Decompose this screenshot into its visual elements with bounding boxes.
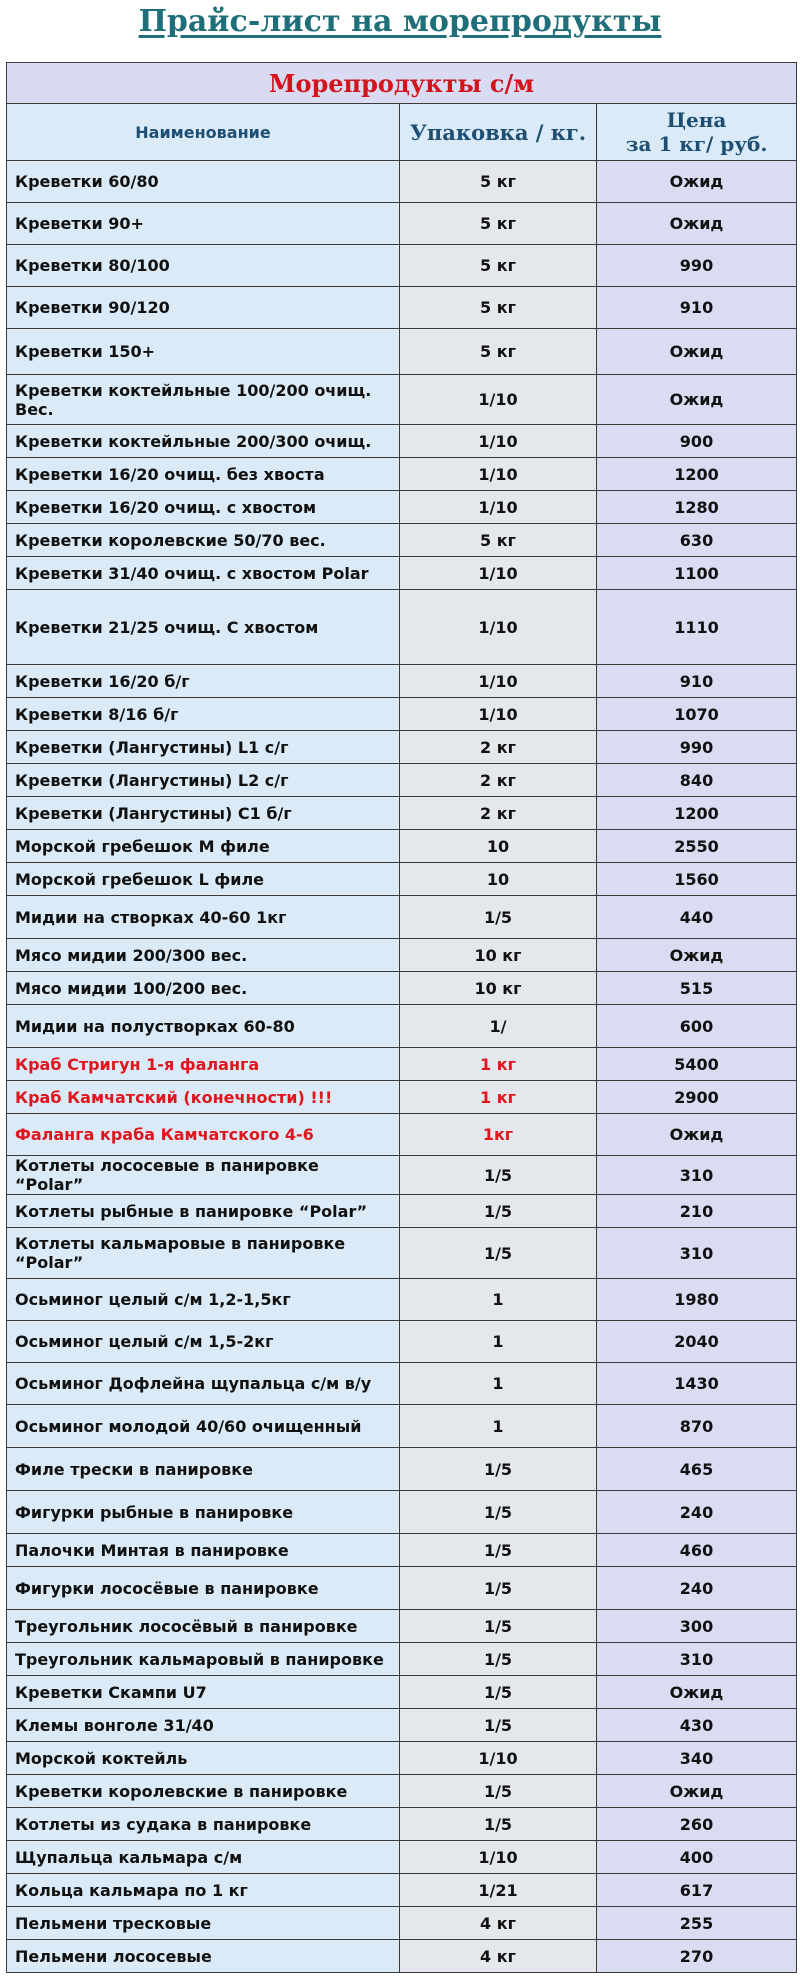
table-row bbox=[7, 764, 797, 797]
row-name: Креветки 16/20 очищ. без хвоста bbox=[7, 458, 400, 491]
table-row bbox=[7, 1534, 797, 1567]
row-name: Котлеты кальмаровые в панировке “Polar” bbox=[7, 1228, 400, 1279]
row-price: 1110 bbox=[597, 590, 797, 665]
table-row bbox=[7, 1405, 797, 1448]
row-name: Креветки 21/25 очищ. С хвостом bbox=[7, 590, 400, 665]
row-price: 990 bbox=[597, 245, 797, 287]
row-pack: 1/5 bbox=[400, 1534, 597, 1567]
table-row bbox=[7, 731, 797, 764]
row-name: Краб Стригун 1-я фаланга bbox=[7, 1048, 400, 1081]
row-price: 1200 bbox=[597, 797, 797, 830]
row-name: Креветки королевские в панировке bbox=[7, 1775, 400, 1808]
row-name: Палочки Минтая в панировке bbox=[7, 1534, 400, 1567]
row-price: 460 bbox=[597, 1534, 797, 1567]
row-pack: 5 кг bbox=[400, 161, 597, 203]
row-name: Морской гребешок M филе bbox=[7, 830, 400, 863]
row-pack: 1/5 bbox=[400, 1808, 597, 1841]
row-name: Креветки 80/100 bbox=[7, 245, 400, 287]
row-price: 430 bbox=[597, 1709, 797, 1742]
row-price: 1560 bbox=[597, 863, 797, 896]
row-name: Мясо мидии 100/200 вес. bbox=[7, 972, 400, 1005]
row-price: 260 bbox=[597, 1808, 797, 1841]
table-row bbox=[7, 1114, 797, 1156]
row-pack: 1/5 bbox=[400, 1676, 597, 1709]
row-name: Креветки (Лангустины) C1 б/г bbox=[7, 797, 400, 830]
column-header-row bbox=[7, 104, 797, 161]
row-pack: 1кг bbox=[400, 1114, 597, 1156]
table-row bbox=[7, 245, 797, 287]
row-name: Креветки королевские 50/70 вес. bbox=[7, 524, 400, 557]
row-price: 1980 bbox=[597, 1279, 797, 1321]
row-price: 1200 bbox=[597, 458, 797, 491]
row-name: Фигурки рыбные в панировке bbox=[7, 1491, 400, 1534]
row-price: 910 bbox=[597, 287, 797, 329]
row-name: Осьминог целый с/м 1,5-2кг bbox=[7, 1321, 400, 1363]
table-row bbox=[7, 1676, 797, 1709]
row-name: Котлеты лососевые в панировке “Polar” bbox=[7, 1156, 400, 1195]
table-row bbox=[7, 375, 797, 425]
row-name: Щупальца кальмара с/м bbox=[7, 1841, 400, 1874]
row-name: Пельмени лососевые bbox=[7, 1940, 400, 1973]
table-row bbox=[7, 972, 797, 1005]
row-price: 255 bbox=[597, 1907, 797, 1940]
row-pack: 1 bbox=[400, 1363, 597, 1405]
row-name: Креветки коктейльные 100/200 очищ. Вес. bbox=[7, 375, 400, 425]
row-pack: 1 bbox=[400, 1321, 597, 1363]
row-pack: 1/10 bbox=[400, 590, 597, 665]
row-name: Осьминог Дофлейна щупальца с/м в/у bbox=[7, 1363, 400, 1405]
row-price: 440 bbox=[597, 896, 797, 939]
row-name: Креветки 16/20 очищ. с хвостом bbox=[7, 491, 400, 524]
row-pack: 4 кг bbox=[400, 1940, 597, 1973]
row-price: 310 bbox=[597, 1228, 797, 1279]
row-pack: 1/10 bbox=[400, 375, 597, 425]
column-header-pack: Упаковка / кг. bbox=[400, 104, 597, 161]
row-price: 400 bbox=[597, 1841, 797, 1874]
table-row bbox=[7, 203, 797, 245]
row-pack: 1/10 bbox=[400, 491, 597, 524]
row-name: Креветки 60/80 bbox=[7, 161, 400, 203]
table-row bbox=[7, 1363, 797, 1405]
row-pack: 1/5 bbox=[400, 1775, 597, 1808]
row-price: 900 bbox=[597, 425, 797, 458]
row-price: 2040 bbox=[597, 1321, 797, 1363]
row-pack: 1/10 bbox=[400, 458, 597, 491]
row-pack: 1/5 bbox=[400, 896, 597, 939]
row-name: Клемы вонголе 31/40 bbox=[7, 1709, 400, 1742]
row-name: Креветки 150+ bbox=[7, 329, 400, 375]
row-name: Филе трески в панировке bbox=[7, 1448, 400, 1491]
row-pack: 4 кг bbox=[400, 1907, 597, 1940]
row-pack: 1/10 bbox=[400, 1841, 597, 1874]
row-pack: 1/10 bbox=[400, 425, 597, 458]
row-price: 910 bbox=[597, 665, 797, 698]
row-name: Фигурки лососёвые в панировке bbox=[7, 1567, 400, 1610]
table-row bbox=[7, 896, 797, 939]
table-body bbox=[7, 161, 797, 1973]
row-name: Котлеты из судака в панировке bbox=[7, 1808, 400, 1841]
row-price: Ожид bbox=[597, 1775, 797, 1808]
row-pack: 1 кг bbox=[400, 1048, 597, 1081]
row-price: Ожид bbox=[597, 1114, 797, 1156]
row-price: 310 bbox=[597, 1156, 797, 1195]
row-price: Ожид bbox=[597, 329, 797, 375]
row-pack: 1/10 bbox=[400, 665, 597, 698]
row-price: 240 bbox=[597, 1491, 797, 1534]
row-name: Креветки 90/120 bbox=[7, 287, 400, 329]
row-pack: 1/5 bbox=[400, 1610, 597, 1643]
row-pack: 1 bbox=[400, 1279, 597, 1321]
row-price: 465 bbox=[597, 1448, 797, 1491]
table-row bbox=[7, 1775, 797, 1808]
section-title: Морепродукты с/м bbox=[7, 63, 797, 104]
row-name: Треугольник лососёвый в панировке bbox=[7, 1610, 400, 1643]
row-name: Креветки 8/16 б/г bbox=[7, 698, 400, 731]
row-pack: 1/10 bbox=[400, 698, 597, 731]
table-row bbox=[7, 698, 797, 731]
row-name: Пельмени тресковые bbox=[7, 1907, 400, 1940]
row-price: 240 bbox=[597, 1567, 797, 1610]
row-price: Ожид bbox=[597, 1676, 797, 1709]
row-name: Осьминог целый с/м 1,2-1,5кг bbox=[7, 1279, 400, 1321]
table-row bbox=[7, 1156, 797, 1195]
row-pack: 1/ bbox=[400, 1005, 597, 1048]
row-name: Мясо мидии 200/300 вес. bbox=[7, 939, 400, 972]
row-pack: 5 кг bbox=[400, 287, 597, 329]
table-row bbox=[7, 939, 797, 972]
table-row bbox=[7, 425, 797, 458]
table-row bbox=[7, 1841, 797, 1874]
table-row bbox=[7, 491, 797, 524]
row-price: 270 bbox=[597, 1940, 797, 1973]
row-name: Креветки 31/40 очищ. с хвостом Polar bbox=[7, 557, 400, 590]
row-price: 840 bbox=[597, 764, 797, 797]
row-name: Креветки Скампи U7 bbox=[7, 1676, 400, 1709]
row-price: 2900 bbox=[597, 1081, 797, 1114]
row-pack: 10 bbox=[400, 863, 597, 896]
row-name: Морской гребешок L филе bbox=[7, 863, 400, 896]
column-header-price-line2: за 1 кг/ руб. bbox=[625, 132, 768, 156]
row-name: Котлеты рыбные в панировке “Polar” bbox=[7, 1195, 400, 1228]
row-price: 340 bbox=[597, 1742, 797, 1775]
row-price: 300 bbox=[597, 1610, 797, 1643]
row-pack: 5 кг bbox=[400, 245, 597, 287]
row-pack: 1 кг bbox=[400, 1081, 597, 1114]
table-row bbox=[7, 1709, 797, 1742]
table-row bbox=[7, 1491, 797, 1534]
table-row bbox=[7, 161, 797, 203]
table-row bbox=[7, 1742, 797, 1775]
table-row bbox=[7, 1567, 797, 1610]
table-row bbox=[7, 1610, 797, 1643]
table-row bbox=[7, 1940, 797, 1973]
row-price: 630 bbox=[597, 524, 797, 557]
page-title: Прайс-лист на морепродукты bbox=[138, 4, 662, 39]
row-price: 600 bbox=[597, 1005, 797, 1048]
table-row bbox=[7, 1448, 797, 1491]
row-pack: 1/5 bbox=[400, 1228, 597, 1279]
row-pack: 5 кг bbox=[400, 329, 597, 375]
row-pack: 5 кг bbox=[400, 203, 597, 245]
row-pack: 1/5 bbox=[400, 1448, 597, 1491]
row-name: Кольца кальмара по 1 кг bbox=[7, 1874, 400, 1907]
row-name: Треугольник кальмаровый в панировке bbox=[7, 1643, 400, 1676]
row-price: 617 bbox=[597, 1874, 797, 1907]
table-row bbox=[7, 287, 797, 329]
row-pack: 2 кг bbox=[400, 764, 597, 797]
row-price: 870 bbox=[597, 1405, 797, 1448]
price-table bbox=[6, 62, 797, 1973]
row-pack: 1/5 bbox=[400, 1709, 597, 1742]
table-row bbox=[7, 458, 797, 491]
row-name: Креветки (Лангустины) L1 с/г bbox=[7, 731, 400, 764]
column-header-price-line1: Цена bbox=[666, 108, 727, 132]
row-pack: 1/5 bbox=[400, 1567, 597, 1610]
row-pack: 1/5 bbox=[400, 1156, 597, 1195]
row-name: Креветки коктейльные 200/300 очищ. bbox=[7, 425, 400, 458]
row-price: Ожид bbox=[597, 939, 797, 972]
row-name: Краб Камчатский (конечности) !!! bbox=[7, 1081, 400, 1114]
table-row bbox=[7, 329, 797, 375]
row-pack: 2 кг bbox=[400, 731, 597, 764]
row-name: Креветки (Лангустины) L2 с/г bbox=[7, 764, 400, 797]
row-pack: 2 кг bbox=[400, 797, 597, 830]
row-price: 2550 bbox=[597, 830, 797, 863]
row-price: 1100 bbox=[597, 557, 797, 590]
row-pack: 1/5 bbox=[400, 1491, 597, 1534]
row-pack: 10 кг bbox=[400, 972, 597, 1005]
table-row bbox=[7, 665, 797, 698]
row-price: 310 bbox=[597, 1643, 797, 1676]
table-row bbox=[7, 1321, 797, 1363]
row-name: Фаланга краба Камчатского 4-6 bbox=[7, 1114, 400, 1156]
row-price: 210 bbox=[597, 1195, 797, 1228]
table-row bbox=[7, 797, 797, 830]
column-header-name: Наименование bbox=[7, 104, 400, 161]
table-row bbox=[7, 1874, 797, 1907]
table-row bbox=[7, 830, 797, 863]
table-row bbox=[7, 863, 797, 896]
table-row bbox=[7, 524, 797, 557]
table-row bbox=[7, 1643, 797, 1676]
row-pack: 1/10 bbox=[400, 1742, 597, 1775]
row-price: 1430 bbox=[597, 1363, 797, 1405]
table-row bbox=[7, 1081, 797, 1114]
row-price: 515 bbox=[597, 972, 797, 1005]
section-header-row bbox=[7, 63, 797, 104]
row-price: Ожид bbox=[597, 161, 797, 203]
row-name: Креветки 90+ bbox=[7, 203, 400, 245]
row-pack: 1/5 bbox=[400, 1195, 597, 1228]
row-name: Мидии на полустворках 60-80 bbox=[7, 1005, 400, 1048]
column-header-price bbox=[597, 104, 797, 161]
table-row bbox=[7, 1005, 797, 1048]
row-price: Ожид bbox=[597, 203, 797, 245]
row-pack: 1/5 bbox=[400, 1643, 597, 1676]
table-row bbox=[7, 1228, 797, 1279]
row-name: Осьминог молодой 40/60 очищенный bbox=[7, 1405, 400, 1448]
row-price: 990 bbox=[597, 731, 797, 764]
row-pack: 1/21 bbox=[400, 1874, 597, 1907]
row-pack: 1/10 bbox=[400, 557, 597, 590]
row-pack: 10 bbox=[400, 830, 597, 863]
table-row bbox=[7, 590, 797, 665]
row-price: Ожид bbox=[597, 375, 797, 425]
table-row bbox=[7, 1048, 797, 1081]
row-price: 1070 bbox=[597, 698, 797, 731]
row-pack: 1 bbox=[400, 1405, 597, 1448]
table-row bbox=[7, 1808, 797, 1841]
row-pack: 5 кг bbox=[400, 524, 597, 557]
row-price: 5400 bbox=[597, 1048, 797, 1081]
table-row bbox=[7, 1907, 797, 1940]
row-name: Морской коктейль bbox=[7, 1742, 400, 1775]
table-row bbox=[7, 1195, 797, 1228]
table-row bbox=[7, 1279, 797, 1321]
row-price: 1280 bbox=[597, 491, 797, 524]
row-name: Мидии на створках 40-60 1кг bbox=[7, 896, 400, 939]
row-name: Креветки 16/20 б/г bbox=[7, 665, 400, 698]
table-row bbox=[7, 557, 797, 590]
row-pack: 10 кг bbox=[400, 939, 597, 972]
